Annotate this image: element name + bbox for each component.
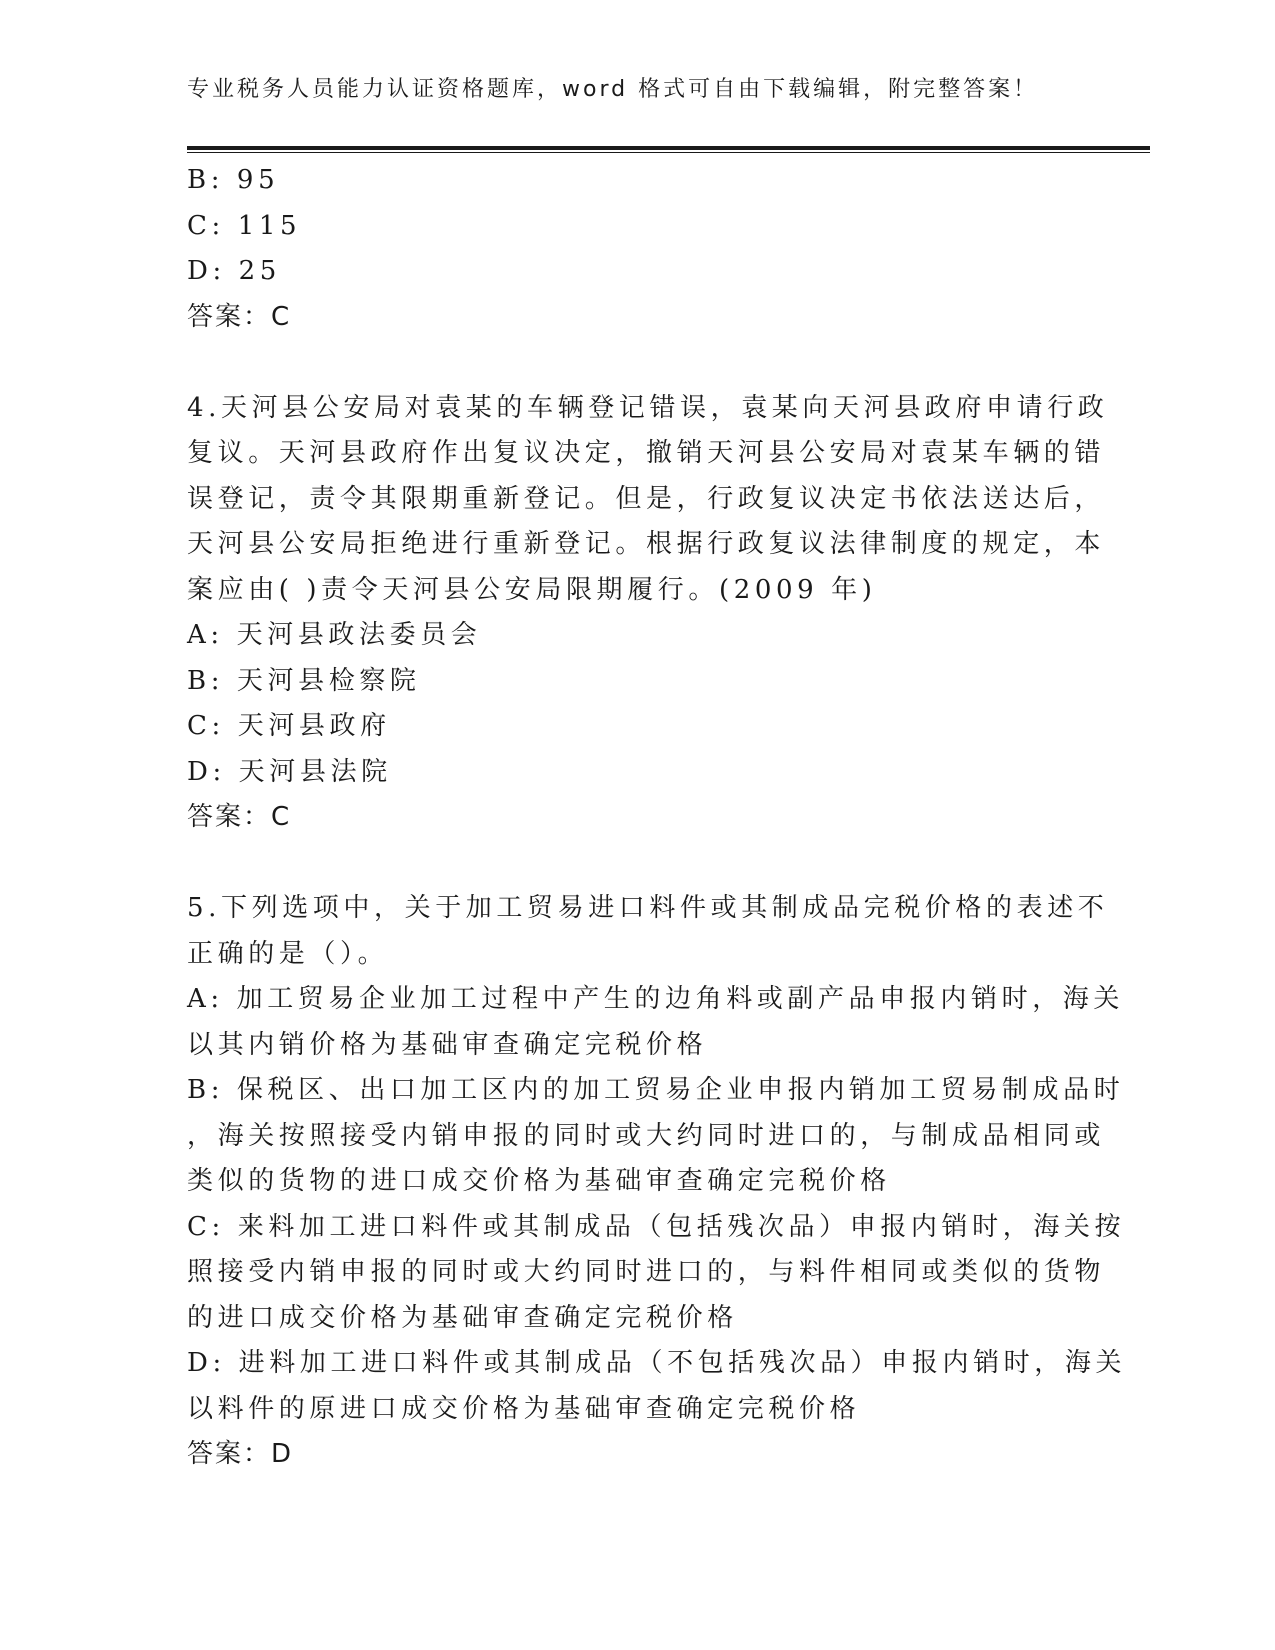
option-line: D: 进料加工进口料件或其制成品（不包括残次品）申报内销时，海关 xyxy=(187,1348,1127,1378)
option-a: A: 天河县政法委员会 xyxy=(187,620,482,650)
option-line: 类似的货物的进口成交价格为基础审查确定完税价格 xyxy=(187,1166,891,1196)
spacer xyxy=(187,340,1087,386)
question-4-options xyxy=(187,613,1087,795)
option-d: D: 25 xyxy=(187,256,281,286)
document-body xyxy=(187,158,1127,1478)
option-line: 以其内销价格为基础审查确定完税价格 xyxy=(187,1029,708,1060)
question-4-stem xyxy=(187,386,1109,614)
stem-line: 5.下列选项中，关于加工贸易进口料件或其制成品完税价格的表述不 xyxy=(187,893,1109,923)
question-5-stem xyxy=(187,886,1109,977)
option-line: ，海关按照接受内销申报的同时或大约同时进口的，与制成品相同或 xyxy=(187,1120,1106,1151)
page-header: 专业税务人员能力认证资格题库，word 格式可自由下载编辑，附完整答案！ xyxy=(187,77,1039,102)
stem-line: 误登记，责令其限期重新登记。但是，行政复议决定书依法送达后， xyxy=(187,483,1106,514)
stem-line: 案应由( )责令天河县公安局限期履行。(2009 年) xyxy=(187,574,877,605)
stem-line: 4.天河县公安局对袁某的车辆登记错误，袁某向天河县政府申请行政 xyxy=(187,392,1109,423)
question-5-option-d xyxy=(187,1341,1127,1432)
option-c: C: 115 xyxy=(187,210,302,241)
option-line: A: 加工贸易企业加工过程中产生的边角料或副产品申报内销时，海关 xyxy=(187,984,1125,1014)
question-3-options xyxy=(187,158,1087,295)
option-b: B: 95 xyxy=(187,165,280,195)
question-4-answer: 答案：C xyxy=(187,802,292,832)
question-3-answer: 答案：C xyxy=(187,301,292,332)
question-5-option-c xyxy=(187,1205,1126,1342)
stem-line: 正确的是（）。 xyxy=(187,938,389,969)
option-line: 以料件的原进口成交价格为基础审查确定完税价格 xyxy=(187,1393,861,1424)
option-b: B: 天河县检察院 xyxy=(187,665,421,696)
option-d: D: 天河县法院 xyxy=(187,756,392,787)
option-line: 照接受内销申报的同时或大约同时进口的，与料件相同或类似的货物 xyxy=(187,1257,1106,1287)
header-rule-thin xyxy=(187,152,1150,153)
option-line: C: 来料加工进口料件或其制成品（包括残次品）申报内销时，海关按 xyxy=(187,1211,1126,1242)
spacer xyxy=(187,841,1087,887)
header-rule-thick xyxy=(187,146,1150,150)
question-5-option-b xyxy=(187,1068,1125,1205)
stem-line: 复议。天河县政府作出复议决定，撤销天河县公安局对袁某车辆的错 xyxy=(187,438,1106,468)
option-line: 的进口成交价格为基础审查确定完税价格 xyxy=(187,1302,738,1333)
option-c: C: 天河县政府 xyxy=(187,711,391,741)
question-5-option-a xyxy=(187,977,1125,1068)
stem-line: 天河县公安局拒绝进行重新登记。根据行政复议法律制度的规定，本 xyxy=(187,529,1106,559)
option-line: B: 保税区、出口加工区内的加工贸易企业申报内销加工贸易制成品时 xyxy=(187,1075,1125,1105)
question-5-answer: 答案：D xyxy=(187,1439,294,1469)
